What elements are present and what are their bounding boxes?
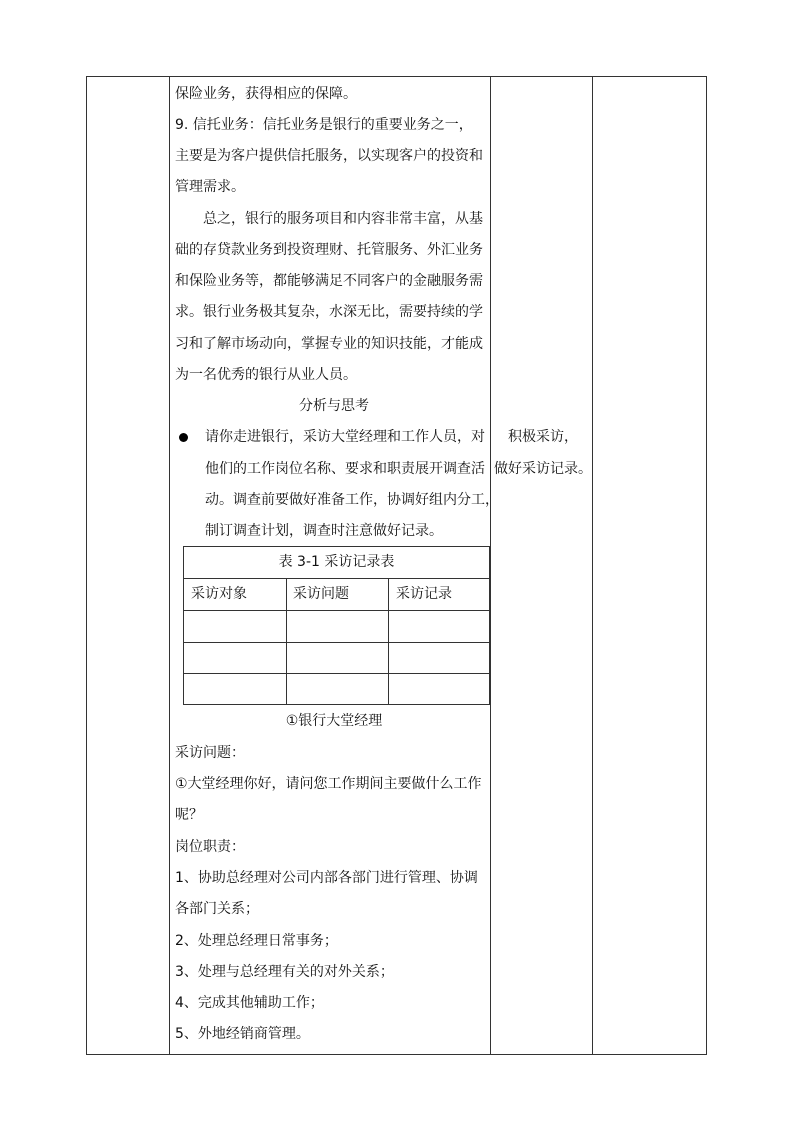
- text-line: 制订调查计划，调查时注意做好记录。: [205, 523, 443, 539]
- text-line: 动。调查前要做好准备工作，协调好组内分工，: [205, 492, 499, 508]
- table-header-cell: 采访问题: [293, 586, 349, 602]
- text-line: 保险业务，获得相应的保障。: [175, 86, 357, 102]
- text-line: 1、协助总经理对公司内部各部门进行管理、协调: [175, 870, 478, 886]
- text-line: 主要是为客户提供信托服务，以实现客户的投资和: [175, 148, 483, 164]
- text-line: ①大堂经理你好，请问您工作期间主要做什么工作: [175, 776, 482, 792]
- activity-text: 做好采访记录。: [494, 461, 592, 477]
- table-row-divider: [184, 642, 489, 643]
- text-line: 管理需求。: [175, 179, 245, 195]
- interview-record-table: [183, 546, 490, 705]
- table-header-cell: 采访对象: [191, 586, 247, 602]
- bullet-icon: [179, 433, 188, 442]
- text-line: 3、处理与总经理有关的对外关系；: [175, 964, 394, 980]
- text-line: 4、完成其他辅助工作；: [175, 995, 324, 1011]
- text-line: 他们的工作岗位名称、要求和职责展开调查活: [205, 461, 485, 477]
- text-line: 请你走进银行，采访大堂经理和工作人员，对: [205, 429, 485, 445]
- subtitle: ①银行大堂经理: [285, 713, 383, 729]
- text-line: 础的存贷款业务到投资理财、托管服务、外汇业务: [175, 242, 483, 258]
- table-header-cell: 采访记录: [396, 586, 452, 602]
- text-line: 呢？: [175, 807, 203, 823]
- duty-label: 岗位职责：: [175, 839, 245, 855]
- interview-label: 采访问题：: [175, 745, 245, 761]
- text-line: 为一名优秀的银行从业人员。: [175, 367, 357, 383]
- table-row-divider: [184, 610, 489, 611]
- section-title: 分析与思考: [299, 398, 369, 414]
- text-line: 总之，银行的服务项目和内容非常丰富，从基: [203, 211, 483, 227]
- table-col-divider: [286, 578, 287, 704]
- column-divider: [592, 77, 593, 1054]
- text-line: 2、处理总经理日常事务；: [175, 933, 338, 949]
- table-col-divider: [388, 578, 389, 704]
- text-line: 和保险业务等，都能够满足不同客户的金融服务需: [175, 273, 483, 289]
- text-line: 9. 信托业务：信托业务是银行的重要业务之一，: [175, 117, 473, 133]
- text-line: 各部门关系；: [175, 901, 259, 917]
- activity-text: 积极采访，: [508, 429, 578, 445]
- text-line: 5、外地经销商管理。: [175, 1026, 310, 1042]
- table-caption: 表 3-1 采访记录表: [184, 547, 489, 579]
- table-row-divider: [184, 673, 489, 674]
- text-line: 求。银行业务极其复杂，水深无比，需要持续的学: [175, 304, 483, 320]
- lesson-table: [86, 76, 707, 1055]
- text-line: 习和了解市场动向，掌握专业的知识技能，才能成: [175, 336, 483, 352]
- column-divider: [169, 77, 170, 1054]
